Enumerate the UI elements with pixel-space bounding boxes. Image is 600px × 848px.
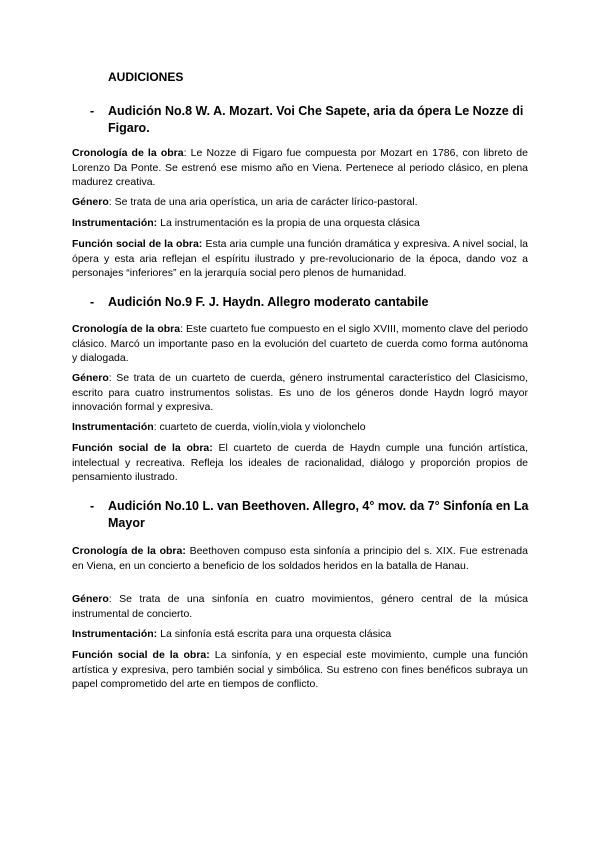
- section-title-text: Audición No.8 W. A. Mozart. Voi Che Sapete, aria da ópera Le Nozze di Figaro.: [108, 104, 524, 135]
- paragraph-funcion-social: [72, 648, 528, 692]
- paragraph-instrumentacion: [72, 420, 528, 435]
- list-dash: -: [90, 499, 95, 513]
- section-title-audicion-8: [90, 103, 530, 137]
- paragraph-label: Género: [72, 372, 109, 384]
- paragraph-cronologia: [72, 146, 528, 190]
- paragraph-label: Cronología de la obra: [72, 147, 184, 159]
- paragraph-text: La sinfonía, y en especial este movimiento, cumple una función artística y expresiva, pero también social y simbólica. Su estreno con fines benéficos subraya un papel comprometido del arte en tiempos de conflicto.: [72, 649, 528, 690]
- paragraph-label: Género: [72, 593, 109, 605]
- paragraph-text: La instrumentación es la propia de una orquesta clásica: [160, 217, 420, 229]
- paragraph-label: Género: [72, 196, 109, 208]
- paragraph-text: Se trata de una sinfonía en cuatro movimientos, género central de la música instrumental de concierto.: [72, 593, 528, 620]
- list-dash: -: [90, 104, 95, 118]
- paragraph-cronologia: [72, 322, 528, 366]
- paragraph-text: El cuarteto de cuerda de Haydn cumple una función artística, intelectual y recreativa. Refleja los ideales de racionalidad, diálogo y proporción propios de pensamiento ilustrado.: [72, 442, 528, 483]
- paragraph-text: Esta aria cumple una función dramática y expresiva. A nivel social, la ópera y esta aria reflejan el espíritu ilustrado y pre-revolucionario de la época, dando voz a personajes “inferiores” en la jerarquía social pero plenos de humanidad.: [72, 238, 528, 279]
- label-separator: :: [183, 147, 191, 159]
- label-separator: :: [180, 323, 186, 335]
- list-dash: -: [90, 295, 95, 309]
- paragraph-funcion-social: [72, 237, 528, 281]
- paragraph-label: Instrumentación: [72, 421, 154, 433]
- section-title-audicion-9: [90, 294, 530, 311]
- section-title-audicion-10: [90, 498, 530, 532]
- paragraph-text: La sinfonía está escrita para una orquesta clásica: [160, 628, 392, 640]
- section-title-text: Audición No.9 F. J. Haydn. Allegro moderato cantabile: [108, 295, 429, 309]
- paragraph-label: Cronología de la obra: [72, 323, 181, 335]
- paragraph-instrumentacion: [72, 216, 528, 231]
- section-title-text: Audición No.10 L. van Beethoven. Allegro, 4° mov. da 7° Sinfonía en La Mayor: [108, 499, 529, 530]
- paragraph-text: Se trata de un cuarteto de cuerda, género instrumental característico del Clasicismo, escrito para cuatro instrumentos solistas. Es uno de los géneros donde Haydn logró mayor innovación formal y expresiva.: [72, 372, 529, 413]
- label-separator: :: [153, 421, 160, 433]
- paragraph-label: Cronología de la obra:: [72, 545, 186, 557]
- paragraph-genero: [72, 592, 528, 621]
- paragraph-label: Función social de la obra:: [72, 442, 213, 454]
- paragraph-text: Este cuarteto fue compuesto en el siglo XVIII, momento clave del periodo clásico. Marcó un importante paso en la evolución del cuarteto de cuerda como forma autónoma y dialogada.: [72, 323, 528, 364]
- paragraph-genero: [72, 195, 528, 210]
- paragraph-funcion-social: [72, 441, 528, 485]
- label-separator: :: [108, 593, 120, 605]
- page-heading: AUDICIONES: [108, 70, 184, 84]
- paragraph-text: cuarteto de cuerda, violín,viola y violonchelo: [159, 421, 366, 433]
- paragraph-text: Le Nozze di Figaro fue compuesta por Mozart en 1786, con libreto de Lorenzo Da Ponte. Se estrenó ese mismo año en Viena. Pertenece al periodo clásico, en plena madurez creativa.: [72, 147, 528, 188]
- paragraph-text: Se trata de una aria operística, un aria de carácter lírico-pastoral.: [114, 196, 418, 208]
- paragraph-label: Función social de la obra:: [72, 238, 203, 250]
- paragraph-instrumentacion: [72, 627, 528, 642]
- paragraph-label: Instrumentación:: [72, 628, 158, 640]
- label-separator: :: [108, 372, 117, 384]
- paragraph-label: Función social de la obra:: [72, 649, 210, 661]
- paragraph-cronologia: [72, 544, 528, 573]
- paragraph-text: Beethoven compuso esta sinfonía a principio del s. XIX. Fue estrenada en Viena, en un concierto a beneficio de los soldados heridos en la batalla de Hanau.: [72, 545, 528, 572]
- label-separator: :: [108, 196, 115, 208]
- paragraph-label: Instrumentación:: [72, 217, 158, 229]
- paragraph-genero: [72, 371, 528, 415]
